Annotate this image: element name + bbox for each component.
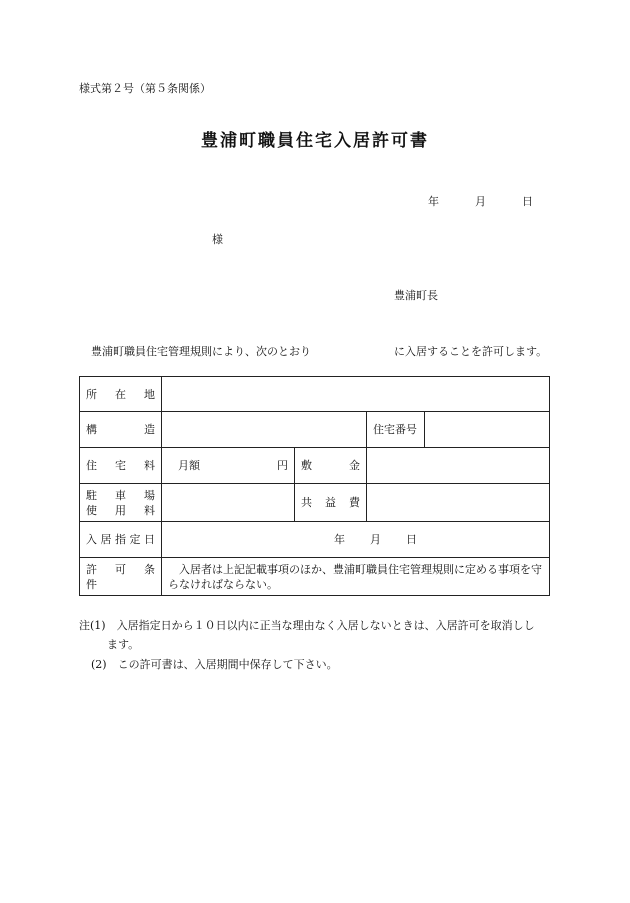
rent-label: 住 宅 料 (80, 448, 162, 484)
note-1-line-1: 注(1) 入居指定日から１０日以内に正当な理由なく入居しないときは、入居許可を取消しし (79, 619, 535, 632)
structure-value[interactable] (162, 412, 367, 448)
common-fee-label: 共 益 費 (295, 484, 367, 522)
issue-date-day: 日 (522, 195, 533, 208)
row-rent (80, 448, 550, 484)
addressee-honorific: 様 (212, 233, 223, 246)
deposit-label: 敷 金 (295, 448, 367, 484)
issue-date-month: 月 (475, 195, 486, 208)
deposit-value[interactable] (367, 448, 550, 484)
rent-yen-unit: 円 (277, 459, 288, 472)
document-title: 豊浦町職員住宅入居許可書 (201, 131, 429, 151)
row-structure (80, 412, 550, 448)
location-label: 所 在 地 (80, 377, 162, 412)
row-entry-date (80, 522, 550, 558)
house-number-label: 住宅番号 (367, 412, 425, 448)
note-2: (2) この許可書は、入居期間中保存して下さい。 (91, 658, 338, 671)
parking-fee-label-line2: 使 用 料 (86, 503, 155, 517)
intro-text-part2: に入居することを許可します。 (394, 345, 548, 358)
issue-date-year: 年 (428, 195, 439, 208)
row-parking (80, 484, 550, 522)
entry-date-label: 入居指定日 (80, 522, 162, 558)
parking-fee-label (80, 484, 162, 522)
note-1-line-2: ます。 (107, 638, 140, 651)
intro-text-part1: 豊浦町職員住宅管理規則により、次のとおり (91, 345, 311, 358)
entry-date-day: 日 (406, 533, 417, 546)
conditions-text: 入居者は上記記載事項のほか、豊浦町職員住宅管理規則に定める事項を守らなければならない。 (162, 558, 550, 596)
entry-date-value[interactable] (162, 522, 550, 558)
house-number-value[interactable] (425, 412, 550, 448)
issuer-name: 豊浦町長 (394, 289, 438, 302)
location-value[interactable] (162, 377, 550, 412)
rent-value[interactable] (162, 448, 295, 484)
parking-fee-value[interactable] (162, 484, 295, 522)
conditions-label: 許 可 条 件 (80, 558, 162, 596)
form-number: 様式第２号（第５条関係） (79, 82, 211, 95)
common-fee-value[interactable] (367, 484, 550, 522)
rent-monthly-label: 月額 (178, 459, 200, 472)
entry-date-month: 月 (370, 533, 381, 546)
parking-fee-label-line1: 駐 車 場 (86, 488, 155, 502)
entry-date-year: 年 (334, 533, 345, 546)
permit-details-table (79, 376, 550, 596)
structure-label: 構 造 (80, 412, 162, 448)
row-location (80, 377, 550, 412)
row-conditions (80, 558, 550, 596)
